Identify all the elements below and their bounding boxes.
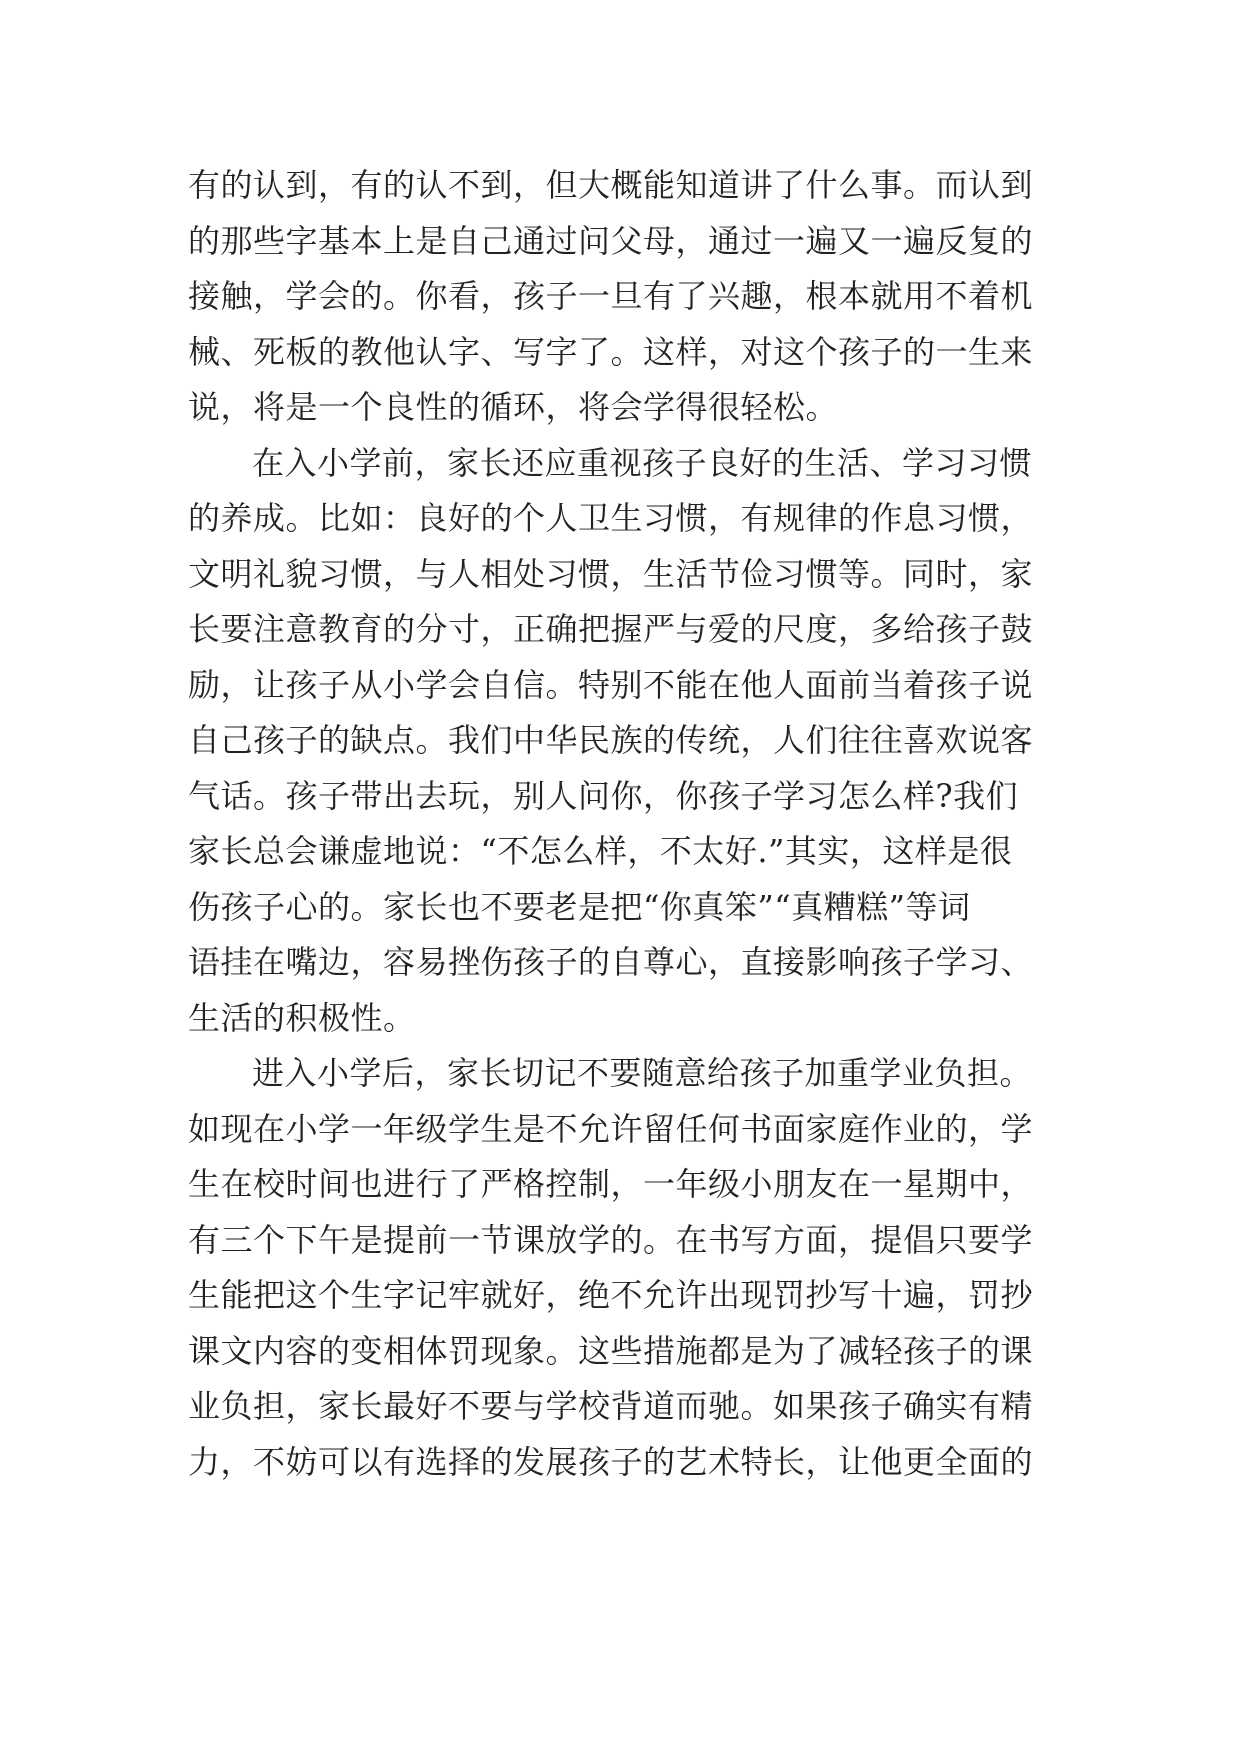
paragraph-2 (188, 436, 1068, 1047)
text-line: 文明礼貌习惯，与人相处习惯，生活节俭习惯等。同时，家 (188, 554, 1034, 593)
text-line: 长要注意教育的分寸，正确把握严与爱的尺度，多给孩子鼓 (188, 610, 1034, 648)
text-line: 伤孩子心的。家长也不要老是把“你真笨”“真糟糕”等词 (188, 887, 971, 926)
text-line: 有的认到，有的认不到，但大概能知道讲了什么事。而认到 (188, 166, 1034, 204)
text-line: 业负担，家长最好不要与学校背道而驰。如果孩子确实有精 (188, 1387, 1034, 1425)
text-line: 气话。孩子带出去玩，别人问你，你孩子学习怎么样?我们 (188, 776, 1019, 815)
text-line: 生在校时间也进行了严格控制，一年级小朋友在一星期中， (188, 1165, 1034, 1203)
text-line: 力，不妨可以有选择的发展孩子的艺术特长，让他更全面的 (188, 1442, 1034, 1481)
text-line: 课文内容的变相体罚现象。这些措施都是为了减轻孩子的课 (188, 1331, 1034, 1370)
text-line: 自己孩子的缺点。我们中华民族的传统，人们往往喜欢说客 (188, 721, 1034, 759)
text-line: 在入小学前，家长还应重视孩子良好的生活、学习习惯 (252, 443, 1033, 482)
text-line: 励，让孩子从小学会自信。特别不能在他人面前当着孩子说 (188, 665, 1034, 704)
text-line: 家长总会谦虚地说：“不怎么样，不太好.”其实，这样是很 (188, 832, 1013, 870)
paragraph-3 (188, 1046, 1068, 1490)
text-line: 进入小学后，家长切记不要随意给孩子加重学业负担。 (252, 1054, 1033, 1092)
text-line: 有三个下午是提前一节课放学的。在书写方面，提倡只要学 (188, 1220, 1034, 1259)
text-line: 接触，学会的。你看，孩子一旦有了兴趣，根本就用不着机 (188, 277, 1034, 315)
text-line: 说，将是一个良性的循环，将会学得很轻松。 (188, 388, 839, 426)
text-line: 的那些字基本上是自己通过问父母，通过一遍又一遍反复的 (188, 221, 1034, 260)
text-line: 生活的积极性。 (188, 998, 416, 1037)
text-line: 生能把这个生字记牢就好，绝不允许出现罚抄写十遍，罚抄 (188, 1276, 1034, 1314)
text-line: 的养成。比如：良好的个人卫生习惯，有规律的作息习惯， (188, 499, 1034, 537)
text-line: 如现在小学一年级学生是不允许留任何书面家庭作业的，学 (188, 1109, 1034, 1148)
text-line: 语挂在嘴边，容易挫伤孩子的自尊心，直接影响孩子学习、 (188, 943, 1034, 981)
body-text (188, 158, 1068, 1490)
text-line: 械、死板的教他认字、写字了。这样，对这个孩子的一生来 (188, 332, 1034, 371)
paragraph-1 (188, 158, 1068, 436)
